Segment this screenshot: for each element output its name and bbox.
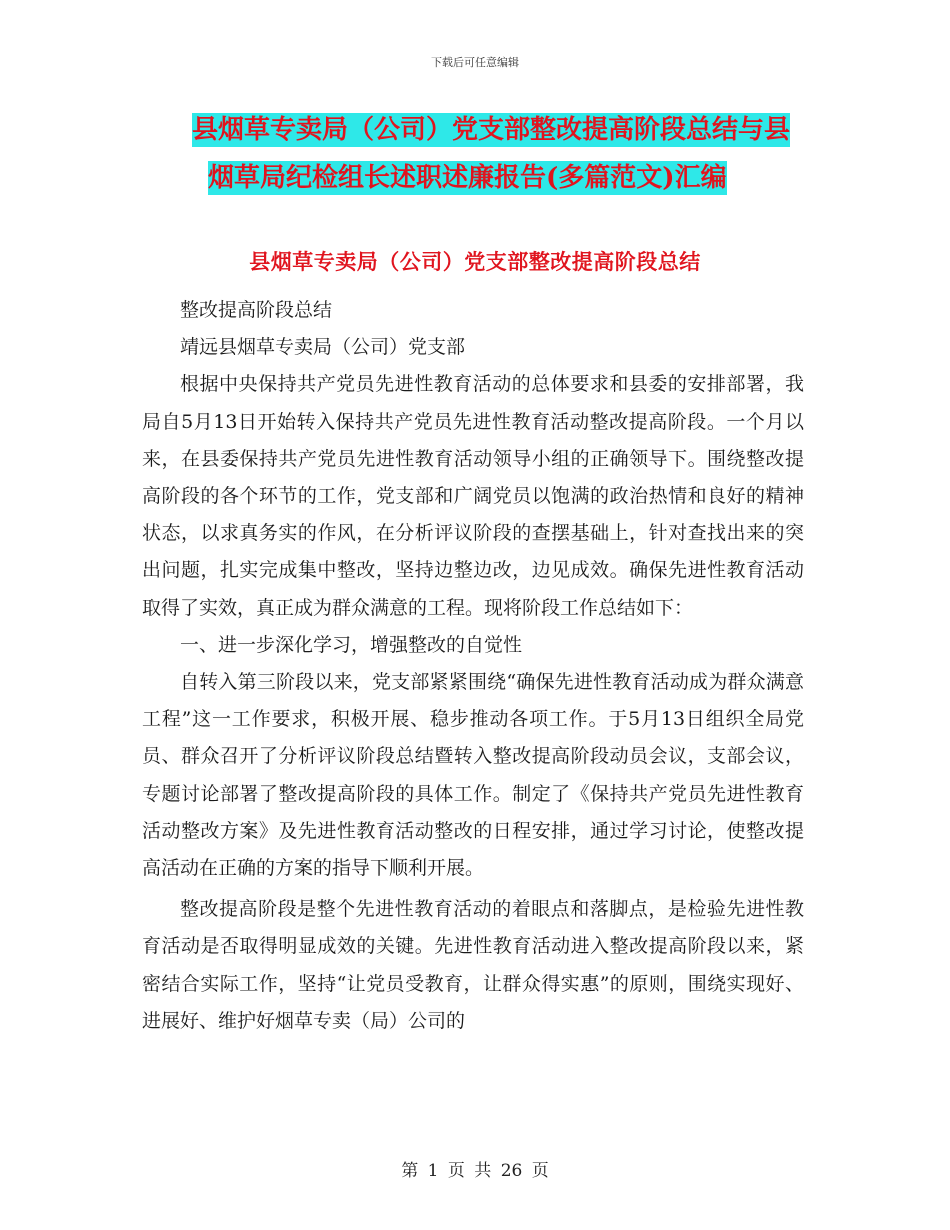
paragraph: 自转入第三阶段以来，党支部紧紧围绕“确保先进性教育活动成为群众满意工程”这一工作要求，积极开展、稳步推动各项工作。于5月13日组织全局党员、群众召开了分析评议阶段总结暨转入整改提高阶段动员会议，支部会议，专题讨论部署了整改提高阶段的具体工作。制定了《保持共产党员先进性教育活动整改方案》及先进性教育活动整改的日程安排，通过学习讨论，使整改提高活动在正确的方案的指导下顺利开展。	[142, 671, 804, 880]
paragraph: 一、进一步深化学习，增强整改的自觉性	[180, 633, 523, 656]
title-line-1-text: 县烟草专卖局（公司）党支部整改提高阶段总结与县	[192, 115, 791, 145]
document-title	[140, 106, 820, 202]
title-line-2	[140, 154, 820, 202]
header-note: 下载后可任意编辑	[431, 56, 519, 69]
title-line-2-text: 烟草局纪检组长述职述廉报告(多篇范文)汇编	[208, 163, 727, 193]
page-footer: 第 1 页 共 26 页	[401, 1161, 549, 1181]
paragraph: 靖远县烟草专卖局（公司）党支部	[180, 336, 466, 359]
paragraph: 根据中央保持共产党员先进性教育活动的总体要求和县委的安排部署，我局自5月13日开始转入保持共产党员先进性教育活动整改提高阶段。一个月以来，在县委保持共产党员先进性教育活动领导小组的正确领导下。围绕整改提高阶段的各个环节的工作，党支部和广阔党员以饱满的政治热情和良好的精神状态，以求真务实的作风，在分析评议阶段的查摆基础上，针对查找出来的突出问题，扎实完成集中整改，坚持边整边改，边见成效。确保先进性教育活动取得了实效，真正成为群众满意的工程。现将阶段工作总结如下：	[142, 373, 804, 619]
title-line-1	[140, 106, 820, 154]
section-title: 县烟草专卖局（公司）党支部整改提高阶段总结	[249, 249, 701, 274]
paragraph: 整改提高阶段总结	[180, 299, 333, 321]
body-text	[142, 292, 804, 1040]
paragraph: 整改提高阶段是整个先进性教育活动的着眼点和落脚点，是检验先进性教育活动是否取得明显成效的关键。先进性教育活动进入整改提高阶段以来，紧密结合实际工作，坚持“让党员受教育，让群众得实惠”的原则，围绕实现好、进展好、维护好烟草专卖（局）公司的	[142, 898, 804, 1032]
